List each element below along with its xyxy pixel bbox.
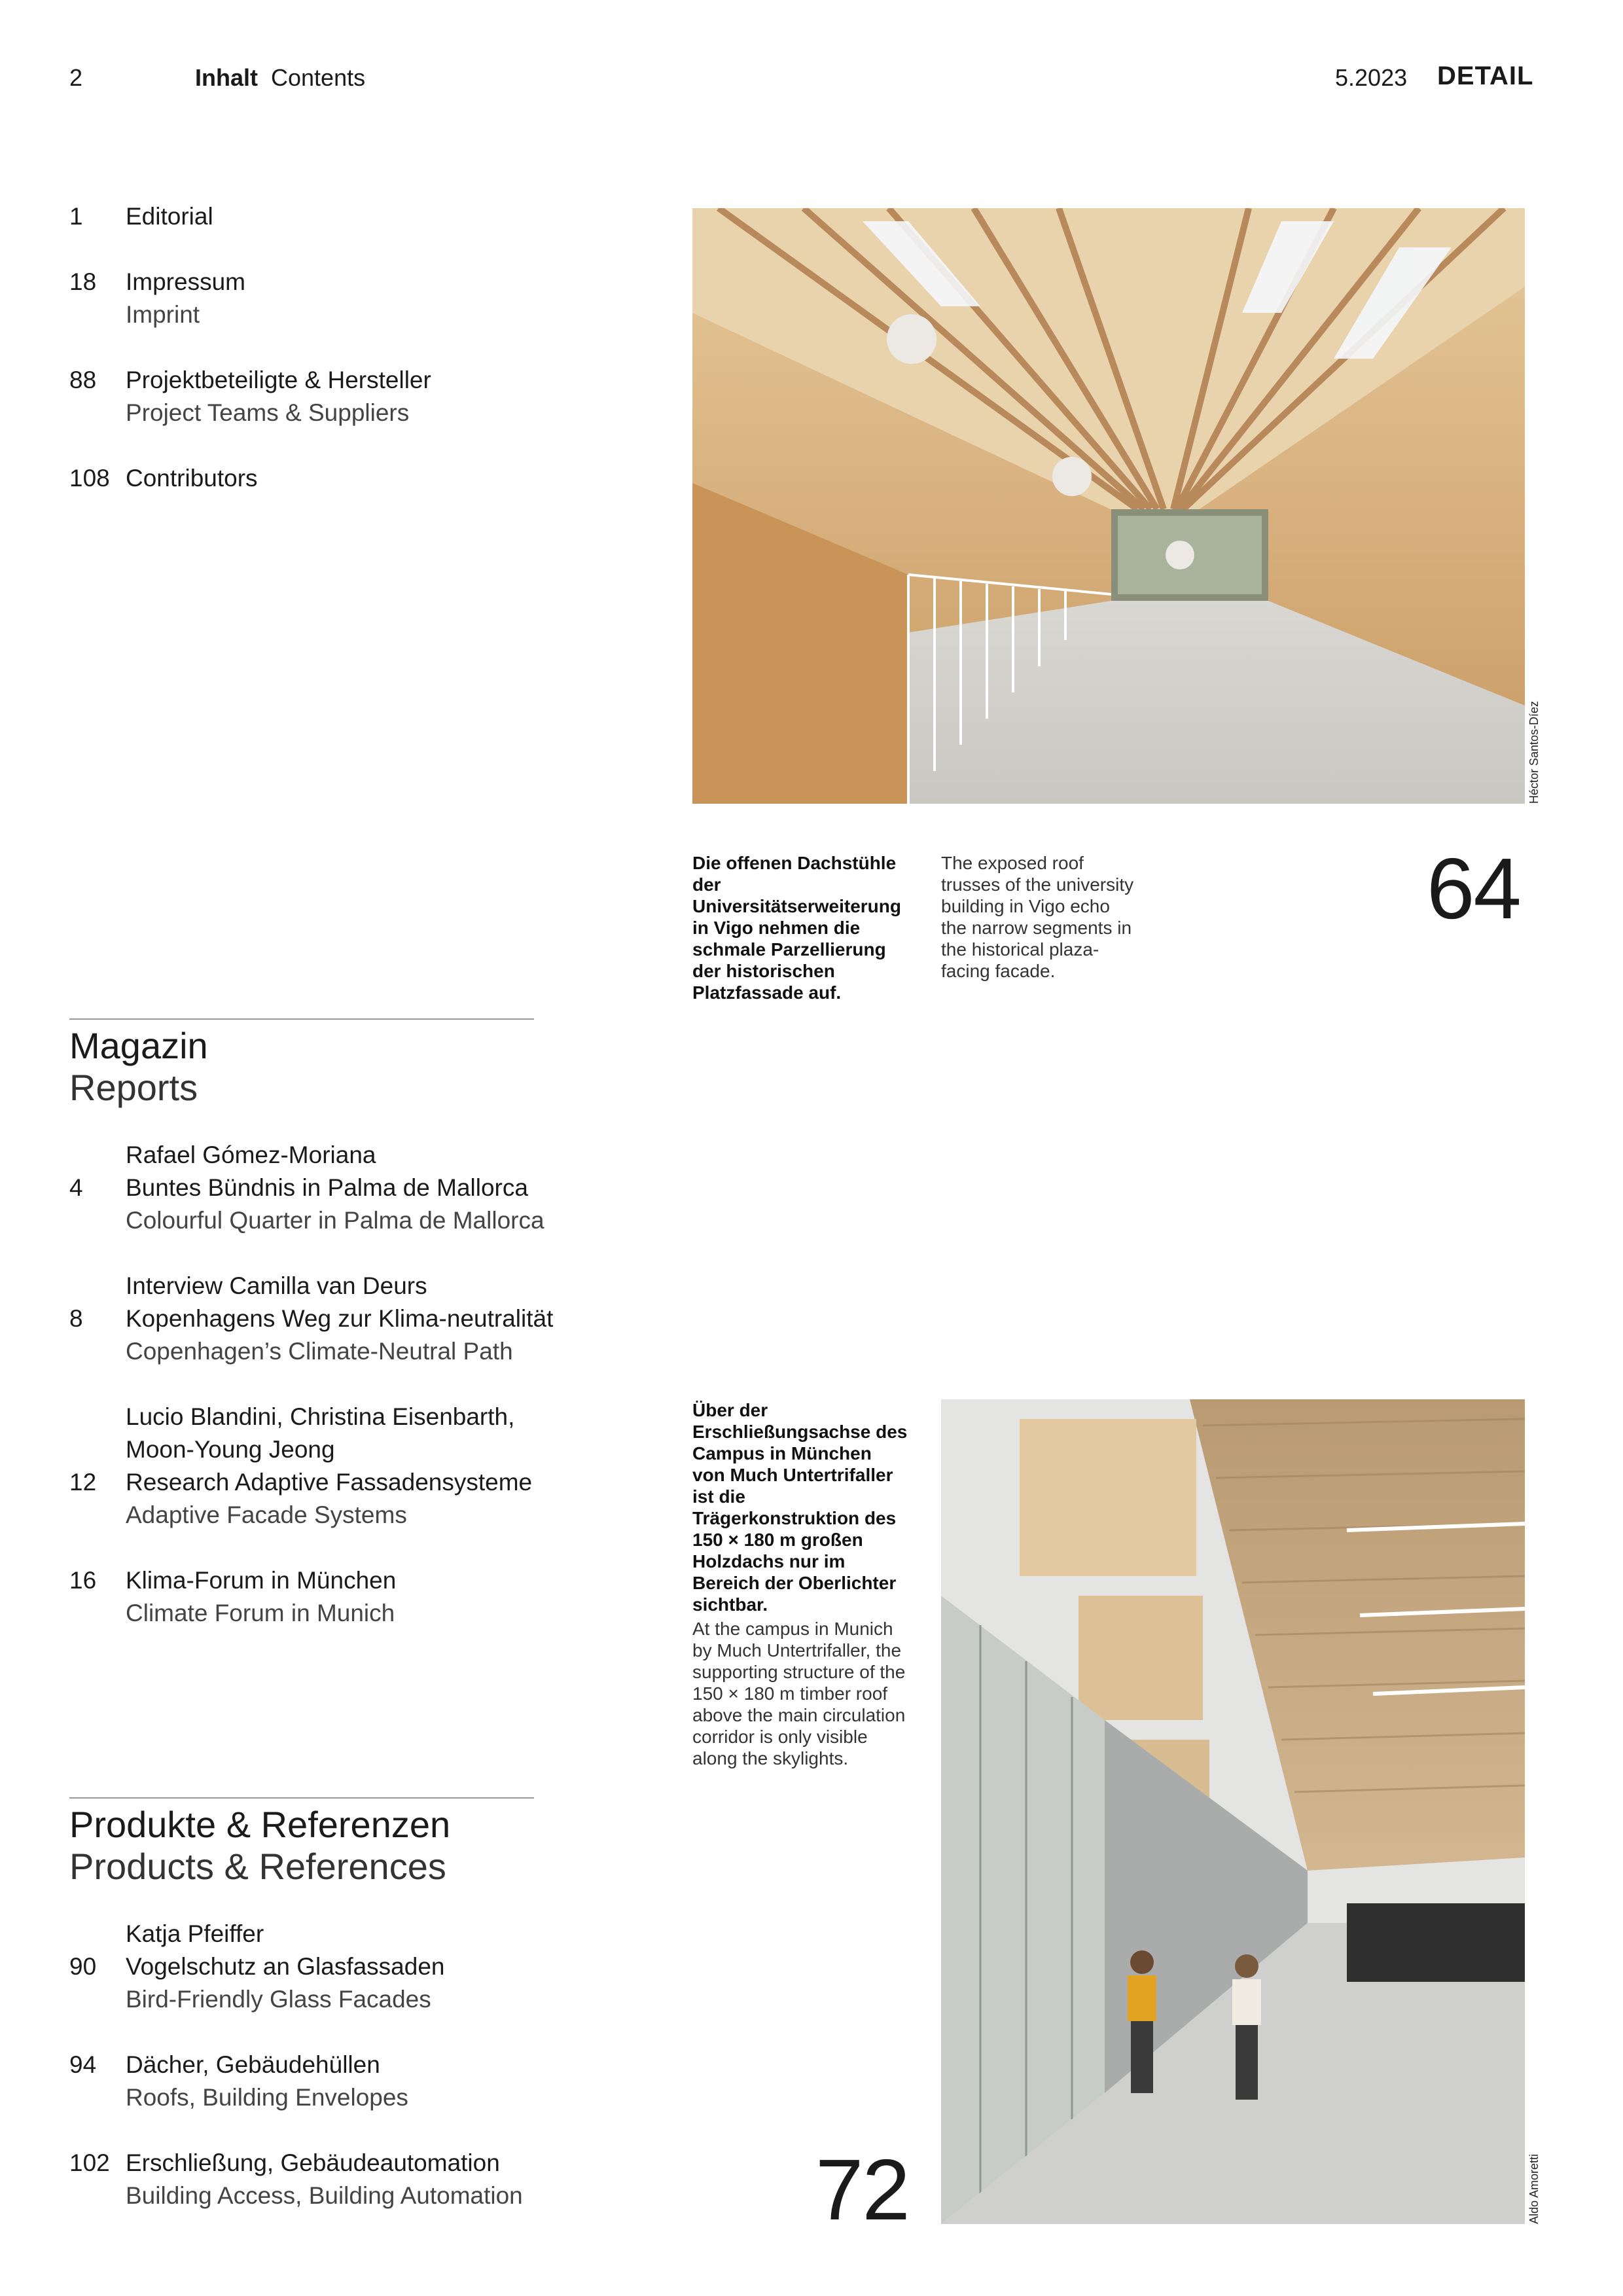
toc-title-de: Contributors (126, 465, 258, 492)
toc-entry[interactable] (69, 1564, 554, 1630)
toc-title-de: Klima-Forum in München (126, 1567, 397, 1594)
toc-page-number: 18 (69, 268, 97, 295)
toc-page-number: 12 (69, 1469, 97, 1496)
toc-general (69, 200, 554, 528)
toc-entry[interactable] (69, 364, 554, 429)
toc-entry[interactable] (69, 1918, 554, 2016)
toc-title-de: Erschließung, Gebäudeautomation (126, 2149, 500, 2176)
section-heading-de: Magazin (69, 1025, 208, 1066)
brand-logo: DETAIL (1437, 62, 1534, 90)
toc-page-number: 16 (69, 1567, 97, 1594)
photo-credit: Héctor Santos-Díez (1527, 700, 1541, 804)
toc-entry[interactable] (69, 462, 554, 495)
section-divider (69, 1018, 534, 1020)
toc-produkte (69, 1918, 554, 2245)
section-title-de: Inhalt (195, 64, 258, 91)
toc-title-en: Climate Forum in Munich (126, 1600, 395, 1626)
toc-page-number: 94 (69, 2051, 97, 2078)
toc-entry[interactable] (69, 2147, 554, 2212)
toc-entry[interactable] (69, 2049, 554, 2114)
toc-author: Interview Camilla van Deurs (126, 1272, 427, 1299)
section-divider (69, 1797, 534, 1799)
toc-page-number: 1 (69, 203, 83, 230)
toc-title-en: Imprint (126, 301, 200, 328)
toc-entry[interactable] (69, 1270, 554, 1368)
toc-title-de: Projektbeteiligte & Hersteller (126, 367, 431, 393)
toc-title-de: Vogelschutz an Glasfassaden (126, 1953, 445, 1980)
toc-page-number: 4 (69, 1174, 83, 1201)
toc-page-number: 90 (69, 1953, 97, 1980)
timber-roof-illustration (692, 208, 1525, 804)
toc-page-number: 88 (69, 367, 97, 393)
toc-entry[interactable] (69, 1139, 554, 1237)
toc-author: Lucio Blandini, Christina Eisenbarth, Moon-Young Jeong (126, 1403, 515, 1463)
toc-magazin (69, 1139, 554, 1662)
toc-page-number: 108 (69, 465, 110, 492)
toc-entry[interactable] (69, 200, 554, 233)
caption-en: The exposed roof trusses of the university building in Vigo echo the narrow segments in the historical plaza-facing facade. (941, 853, 1134, 981)
toc-title-en: Roofs, Building Envelopes (126, 2084, 408, 2111)
toc-title-de: Kopenhagens Weg zur Klima-neutralität (126, 1305, 554, 1332)
toc-title-en: Building Access, Building Automation (126, 2182, 523, 2209)
toc-entry[interactable] (69, 266, 554, 331)
toc-title-en: Colourful Quarter in Palma de Mallorca (126, 1207, 544, 1234)
corridor-illustration (941, 1399, 1525, 2224)
toc-author: Rafael Gómez-Moriana (126, 1141, 376, 1168)
caption-de: Die offenen Dachstühle der Universitätserweiterung in Vigo nehmen die schmale Parzellierung der historischen Platzfassade auf. (692, 853, 901, 1003)
photo-vigo-timber-roof[interactable] (692, 208, 1525, 804)
section-heading-en: Reports (69, 1067, 198, 1108)
toc-title-en: Bird-Friendly Glass Facades (126, 1986, 431, 2013)
toc-page-number: 102 (69, 2149, 110, 2176)
feature-page-number[interactable]: 72 (815, 2142, 909, 2238)
toc-author: Katja Pfeiffer (126, 1920, 264, 1947)
toc-page-number: 8 (69, 1305, 83, 1332)
caption-en: At the campus in Munich by Much Untertrifaller, the supporting structure of the 150 × 180 m timber roof above the main circulation corridor is only visible along the skylights. (692, 1619, 906, 1768)
running-head (195, 64, 365, 92)
caption-de: Über der Erschließungsachse des Campus in München von Much Untertrifaller ist die Trägerkonstruktion des 150 × 180 m großen Holzdachs nur im Bereich der Oberlichter sichtbar. (692, 1400, 908, 1615)
toc-title-de: Research Adaptive Fassadensysteme (126, 1469, 533, 1496)
toc-title-en: Copenhagen’s Climate-Neutral Path (126, 1338, 513, 1365)
photo-munich-campus-corridor[interactable] (941, 1399, 1525, 2224)
photo-credit: Aldo Amoretti (1527, 2153, 1541, 2224)
section-heading-produkte (69, 1804, 450, 1888)
section-heading-en: Products & References (69, 1846, 446, 1887)
issue-number: 5.2023 (1335, 64, 1408, 91)
toc-title-de: Editorial (126, 203, 213, 230)
section-heading-de: Produkte & Referenzen (69, 1804, 451, 1845)
toc-title-de: Impressum (126, 268, 245, 295)
toc-title-en: Adaptive Facade Systems (126, 1501, 407, 1528)
page-number: 2 (69, 64, 83, 91)
toc-title-de: Buntes Bündnis in Palma de Mallorca (126, 1174, 528, 1201)
feature-page-number[interactable]: 64 (1427, 840, 1520, 937)
section-heading-magazin (69, 1025, 208, 1109)
toc-entry[interactable] (69, 1401, 554, 1532)
section-title-en: Contents (271, 64, 366, 91)
toc-title-en: Project Teams & Suppliers (126, 399, 410, 426)
toc-title-de: Dächer, Gebäudehüllen (126, 2051, 380, 2078)
